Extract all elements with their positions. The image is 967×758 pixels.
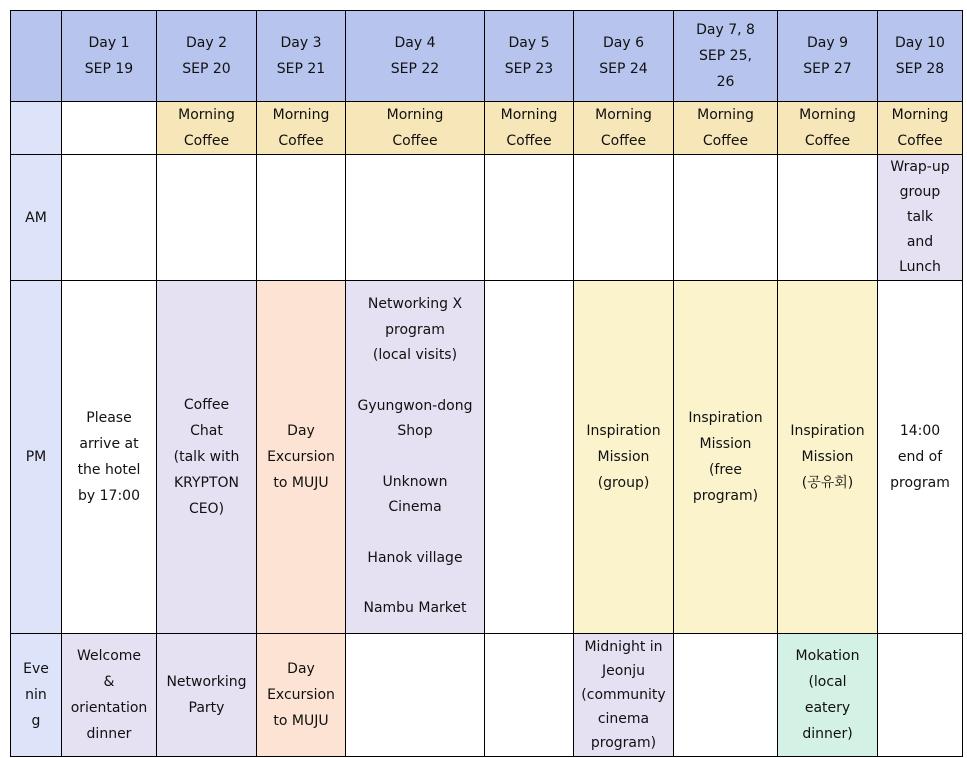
pm-cell-day-3: Day Excursion to MUJU	[257, 281, 346, 634]
am-cell-day-10: Wrap-up group talk and Lunch	[878, 155, 963, 281]
pm-row	[11, 281, 963, 634]
evening-cell-day-1: Welcome & orientation dinner	[62, 634, 157, 757]
pm-cell-day-2: Coffee Chat (talk with KRYPTON CEO)	[157, 281, 257, 634]
evening-cell-day-6: Midnight in Jeonju (community cinema program)	[574, 634, 674, 757]
schedule-table	[10, 10, 963, 757]
header-day-4: Day 4 SEP 22	[346, 11, 485, 102]
am-cell-day-9	[778, 155, 878, 281]
evening-cell-day-2: Networking Party	[157, 634, 257, 757]
am-cell-day-5	[485, 155, 574, 281]
header-row	[11, 11, 963, 102]
corner-cell	[11, 11, 62, 102]
coffee-cell-day-9: Morning Coffee	[778, 102, 878, 155]
evening-row	[11, 634, 963, 757]
coffee-cell-day-2: Morning Coffee	[157, 102, 257, 155]
am-cell-day-2	[157, 155, 257, 281]
header-day-10: Day 10 SEP 28	[878, 11, 963, 102]
header-day-5: Day 5 SEP 23	[485, 11, 574, 102]
pm-row-label: PM	[11, 281, 62, 634]
pm-cell-day-4: Networking X program (local visits) Gyungwon-dong Shop Unknown Cinema Hanok village Nambu Market	[346, 281, 485, 634]
am-cell-day-4	[346, 155, 485, 281]
pm-cell-day-7-8: Inspiration Mission (free program)	[674, 281, 778, 634]
pm-cell-day-6: Inspiration Mission (group)	[574, 281, 674, 634]
pm-cell-day-10: 14:00 end of program	[878, 281, 963, 634]
header-day-1: Day 1 SEP 19	[62, 11, 157, 102]
am-cell-day-1	[62, 155, 157, 281]
evening-row-label: Eve nin g	[11, 634, 62, 757]
evening-cell-day-9: Mokation (local eatery dinner)	[778, 634, 878, 757]
evening-cell-day-5	[485, 634, 574, 757]
header-day-7-8: Day 7, 8 SEP 25, 26	[674, 11, 778, 102]
evening-cell-day-3: Day Excursion to MUJU	[257, 634, 346, 757]
coffee-row	[11, 102, 963, 155]
header-day-3: Day 3 SEP 21	[257, 11, 346, 102]
coffee-cell-day-4: Morning Coffee	[346, 102, 485, 155]
am-cell-day-7-8	[674, 155, 778, 281]
am-cell-day-3	[257, 155, 346, 281]
coffee-row-label	[11, 102, 62, 155]
pm-cell-day-1: Please arrive at the hotel by 17:00	[62, 281, 157, 634]
header-day-6: Day 6 SEP 24	[574, 11, 674, 102]
coffee-cell-day-5: Morning Coffee	[485, 102, 574, 155]
evening-cell-day-7-8	[674, 634, 778, 757]
coffee-cell-day-3: Morning Coffee	[257, 102, 346, 155]
coffee-cell-day-7-8: Morning Coffee	[674, 102, 778, 155]
am-row-label: AM	[11, 155, 62, 281]
coffee-cell-day-1	[62, 102, 157, 155]
pm-cell-day-9: Inspiration Mission (공유회)	[778, 281, 878, 634]
header-day-2: Day 2 SEP 20	[157, 11, 257, 102]
evening-cell-day-4	[346, 634, 485, 757]
coffee-cell-day-6: Morning Coffee	[574, 102, 674, 155]
coffee-cell-day-10: Morning Coffee	[878, 102, 963, 155]
am-cell-day-6	[574, 155, 674, 281]
pm-cell-day-5	[485, 281, 574, 634]
evening-cell-day-10	[878, 634, 963, 757]
header-day-9: Day 9 SEP 27	[778, 11, 878, 102]
am-row	[11, 155, 963, 281]
